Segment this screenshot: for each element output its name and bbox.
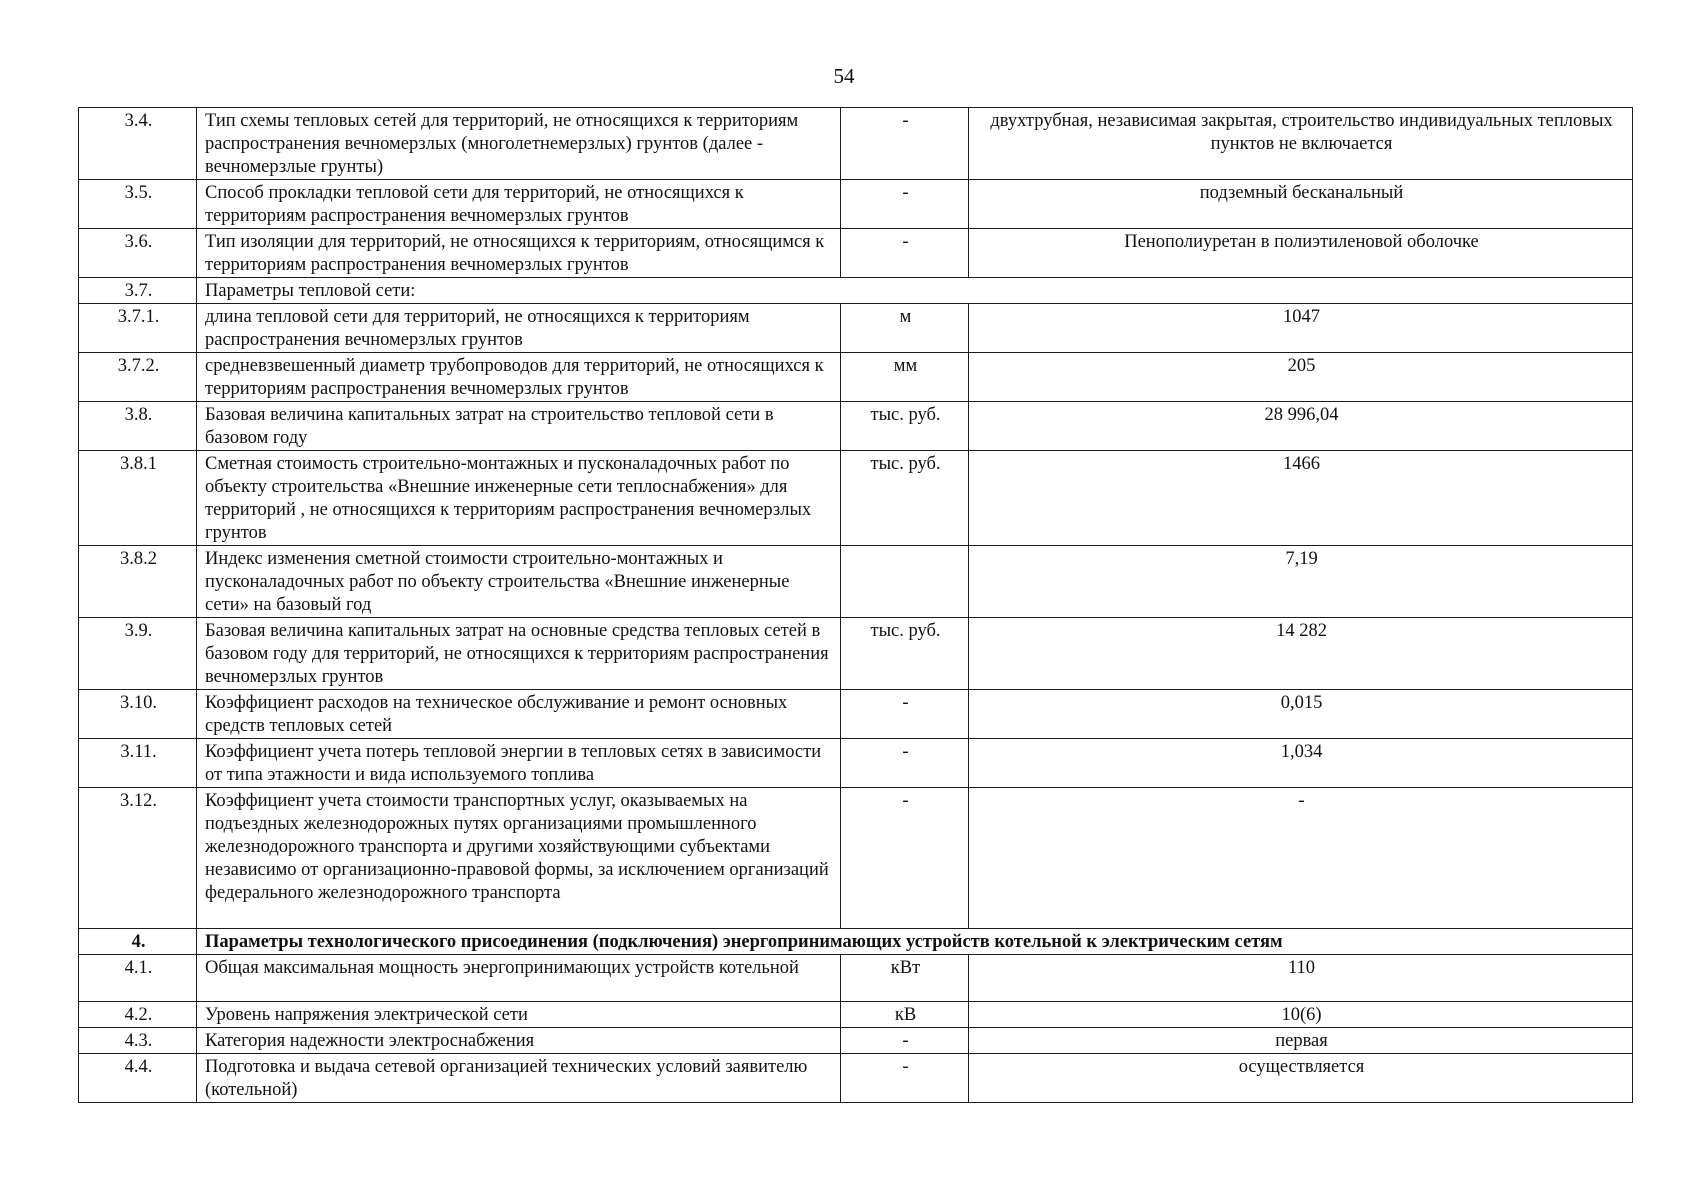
table-row — [79, 229, 1633, 278]
value-cell: 14 282 — [969, 618, 1633, 690]
value-cell: осуществляется — [969, 1054, 1633, 1103]
parameter-description: Подготовка и выдача сетевой организацией технических условий заявителю (котельной) — [197, 1054, 841, 1103]
row-number: 3.11. — [79, 739, 197, 788]
table-row — [79, 955, 1633, 1002]
unit-cell: тыс. руб. — [841, 451, 969, 546]
parameter-description: Способ прокладки тепловой сети для территорий, не относящихся к территориям распространения вечномерзлых грунтов — [197, 180, 841, 229]
value-cell: 0,015 — [969, 690, 1633, 739]
table-row — [79, 353, 1633, 402]
value-cell: первая — [969, 1028, 1633, 1054]
parameter-description: Общая максимальная мощность энергопринимающих устройств котельной — [197, 955, 841, 1002]
value-cell: 1466 — [969, 451, 1633, 546]
parameter-description: Коэффициент учета стоимости транспортных услуг, оказываемых на подъездных железнодорожных путях организациями промышленного железнодорожного транспорта и другими хозяйствующими субъектами независимо от организационно-правовой формы, за исключением организаций федерального железнодорожного транспорта — [197, 788, 841, 929]
table-row — [79, 1054, 1633, 1103]
row-number: 4.2. — [79, 1002, 197, 1028]
unit-cell: м — [841, 304, 969, 353]
parameter-description: Коэффициент расходов на техническое обслуживание и ремонт основных средств тепловых сетей — [197, 690, 841, 739]
row-number: 3.5. — [79, 180, 197, 229]
value-cell: 7,19 — [969, 546, 1633, 618]
parameter-description: Индекс изменения сметной стоимости строительно-монтажных и пусконаладочных работ по объекту строительства «Внешние инженерные сети» на базовый год — [197, 546, 841, 618]
row-number: 4.1. — [79, 955, 197, 1002]
table-row — [79, 546, 1633, 618]
unit-cell: кВт — [841, 955, 969, 1002]
row-number: 3.8.1 — [79, 451, 197, 546]
table-row — [79, 788, 1633, 929]
row-number: 3.7.2. — [79, 353, 197, 402]
value-cell: подземный бесканальный — [969, 180, 1633, 229]
table-row — [79, 929, 1633, 955]
parameter-description: средневзвешенный диаметр трубопроводов для территорий, не относящихся к территориям распространения вечномерзлых грунтов — [197, 353, 841, 402]
table-row — [79, 180, 1633, 229]
row-number: 4.3. — [79, 1028, 197, 1054]
unit-cell — [841, 546, 969, 618]
row-number: 3.12. — [79, 788, 197, 929]
value-cell: 28 996,04 — [969, 402, 1633, 451]
row-number: 3.8. — [79, 402, 197, 451]
value-cell: 1047 — [969, 304, 1633, 353]
row-number: 3.4. — [79, 108, 197, 180]
row-number: 3.6. — [79, 229, 197, 278]
table-row — [79, 739, 1633, 788]
unit-cell: - — [841, 1028, 969, 1054]
table-row — [79, 402, 1633, 451]
parameter-description: Сметная стоимость строительно-монтажных и пусконаладочных работ по объекту строительства «Внешние инженерные сети теплоснабжения» для территорий , не относящихся к территориям распространения вечномерзлых грунтов — [197, 451, 841, 546]
parameter-description: Тип изоляции для территорий, не относящихся к территориям, относящимся к территориям распространения вечномерзлых грунтов — [197, 229, 841, 278]
table-row — [79, 1028, 1633, 1054]
parameter-description: Базовая величина капитальных затрат на основные средства тепловых сетей в базовом году для территорий, не относящихся к территориям распространения вечномерзлых грунтов — [197, 618, 841, 690]
unit-cell: мм — [841, 353, 969, 402]
table-row — [79, 618, 1633, 690]
value-cell: 10(6) — [969, 1002, 1633, 1028]
value-cell: двухтрубная, независимая закрытая, строительство индивидуальных тепловых пунктов не включается — [969, 108, 1633, 180]
parameter-description: Тип схемы тепловых сетей для территорий, не относящихся к территориям распространения вечномерзлых (многолетнемерзлых) грунтов (далее - вечномерзлые грунты) — [197, 108, 841, 180]
parameter-description: Параметры тепловой сети: — [197, 278, 1633, 304]
unit-cell: кВ — [841, 1002, 969, 1028]
table-row — [79, 451, 1633, 546]
unit-cell: - — [841, 1054, 969, 1103]
unit-cell: - — [841, 788, 969, 929]
unit-cell: - — [841, 229, 969, 278]
parameter-description: Параметры технологического присоединения (подключения) энергопринимающих устройств котельной к электрическим сетям — [197, 929, 1633, 955]
unit-cell: - — [841, 180, 969, 229]
value-cell: - — [969, 788, 1633, 929]
parameter-description: Коэффициент учета потерь тепловой энергии в тепловых сетях в зависимости от типа этажности и вида используемого топлива — [197, 739, 841, 788]
table-row — [79, 278, 1633, 304]
table-row — [79, 108, 1633, 180]
table-row — [79, 690, 1633, 739]
value-cell: Пенополиуретан в полиэтиленовой оболочке — [969, 229, 1633, 278]
unit-cell: тыс. руб. — [841, 402, 969, 451]
unit-cell: тыс. руб. — [841, 618, 969, 690]
value-cell: 205 — [969, 353, 1633, 402]
table-row — [79, 304, 1633, 353]
parameter-description: длина тепловой сети для территорий, не относящихся к территориям распространения вечномерзлых грунтов — [197, 304, 841, 353]
row-number: 4. — [79, 929, 197, 955]
value-cell: 110 — [969, 955, 1633, 1002]
row-number: 3.7.1. — [79, 304, 197, 353]
unit-cell: - — [841, 690, 969, 739]
table-row — [79, 1002, 1633, 1028]
value-cell: 1,034 — [969, 739, 1633, 788]
row-number: 3.8.2 — [79, 546, 197, 618]
parameter-description: Уровень напряжения электрической сети — [197, 1002, 841, 1028]
table-body — [79, 108, 1633, 1103]
parameter-description: Базовая величина капитальных затрат на строительство тепловой сети в базовом году — [197, 402, 841, 451]
unit-cell: - — [841, 739, 969, 788]
parameter-description: Категория надежности электроснабжения — [197, 1028, 841, 1054]
row-number: 3.9. — [79, 618, 197, 690]
row-number: 4.4. — [79, 1054, 197, 1103]
row-number: 3.7. — [79, 278, 197, 304]
unit-cell: - — [841, 108, 969, 180]
parameters-table — [78, 107, 1633, 1103]
page-number: 54 — [833, 64, 855, 88]
row-number: 3.10. — [79, 690, 197, 739]
